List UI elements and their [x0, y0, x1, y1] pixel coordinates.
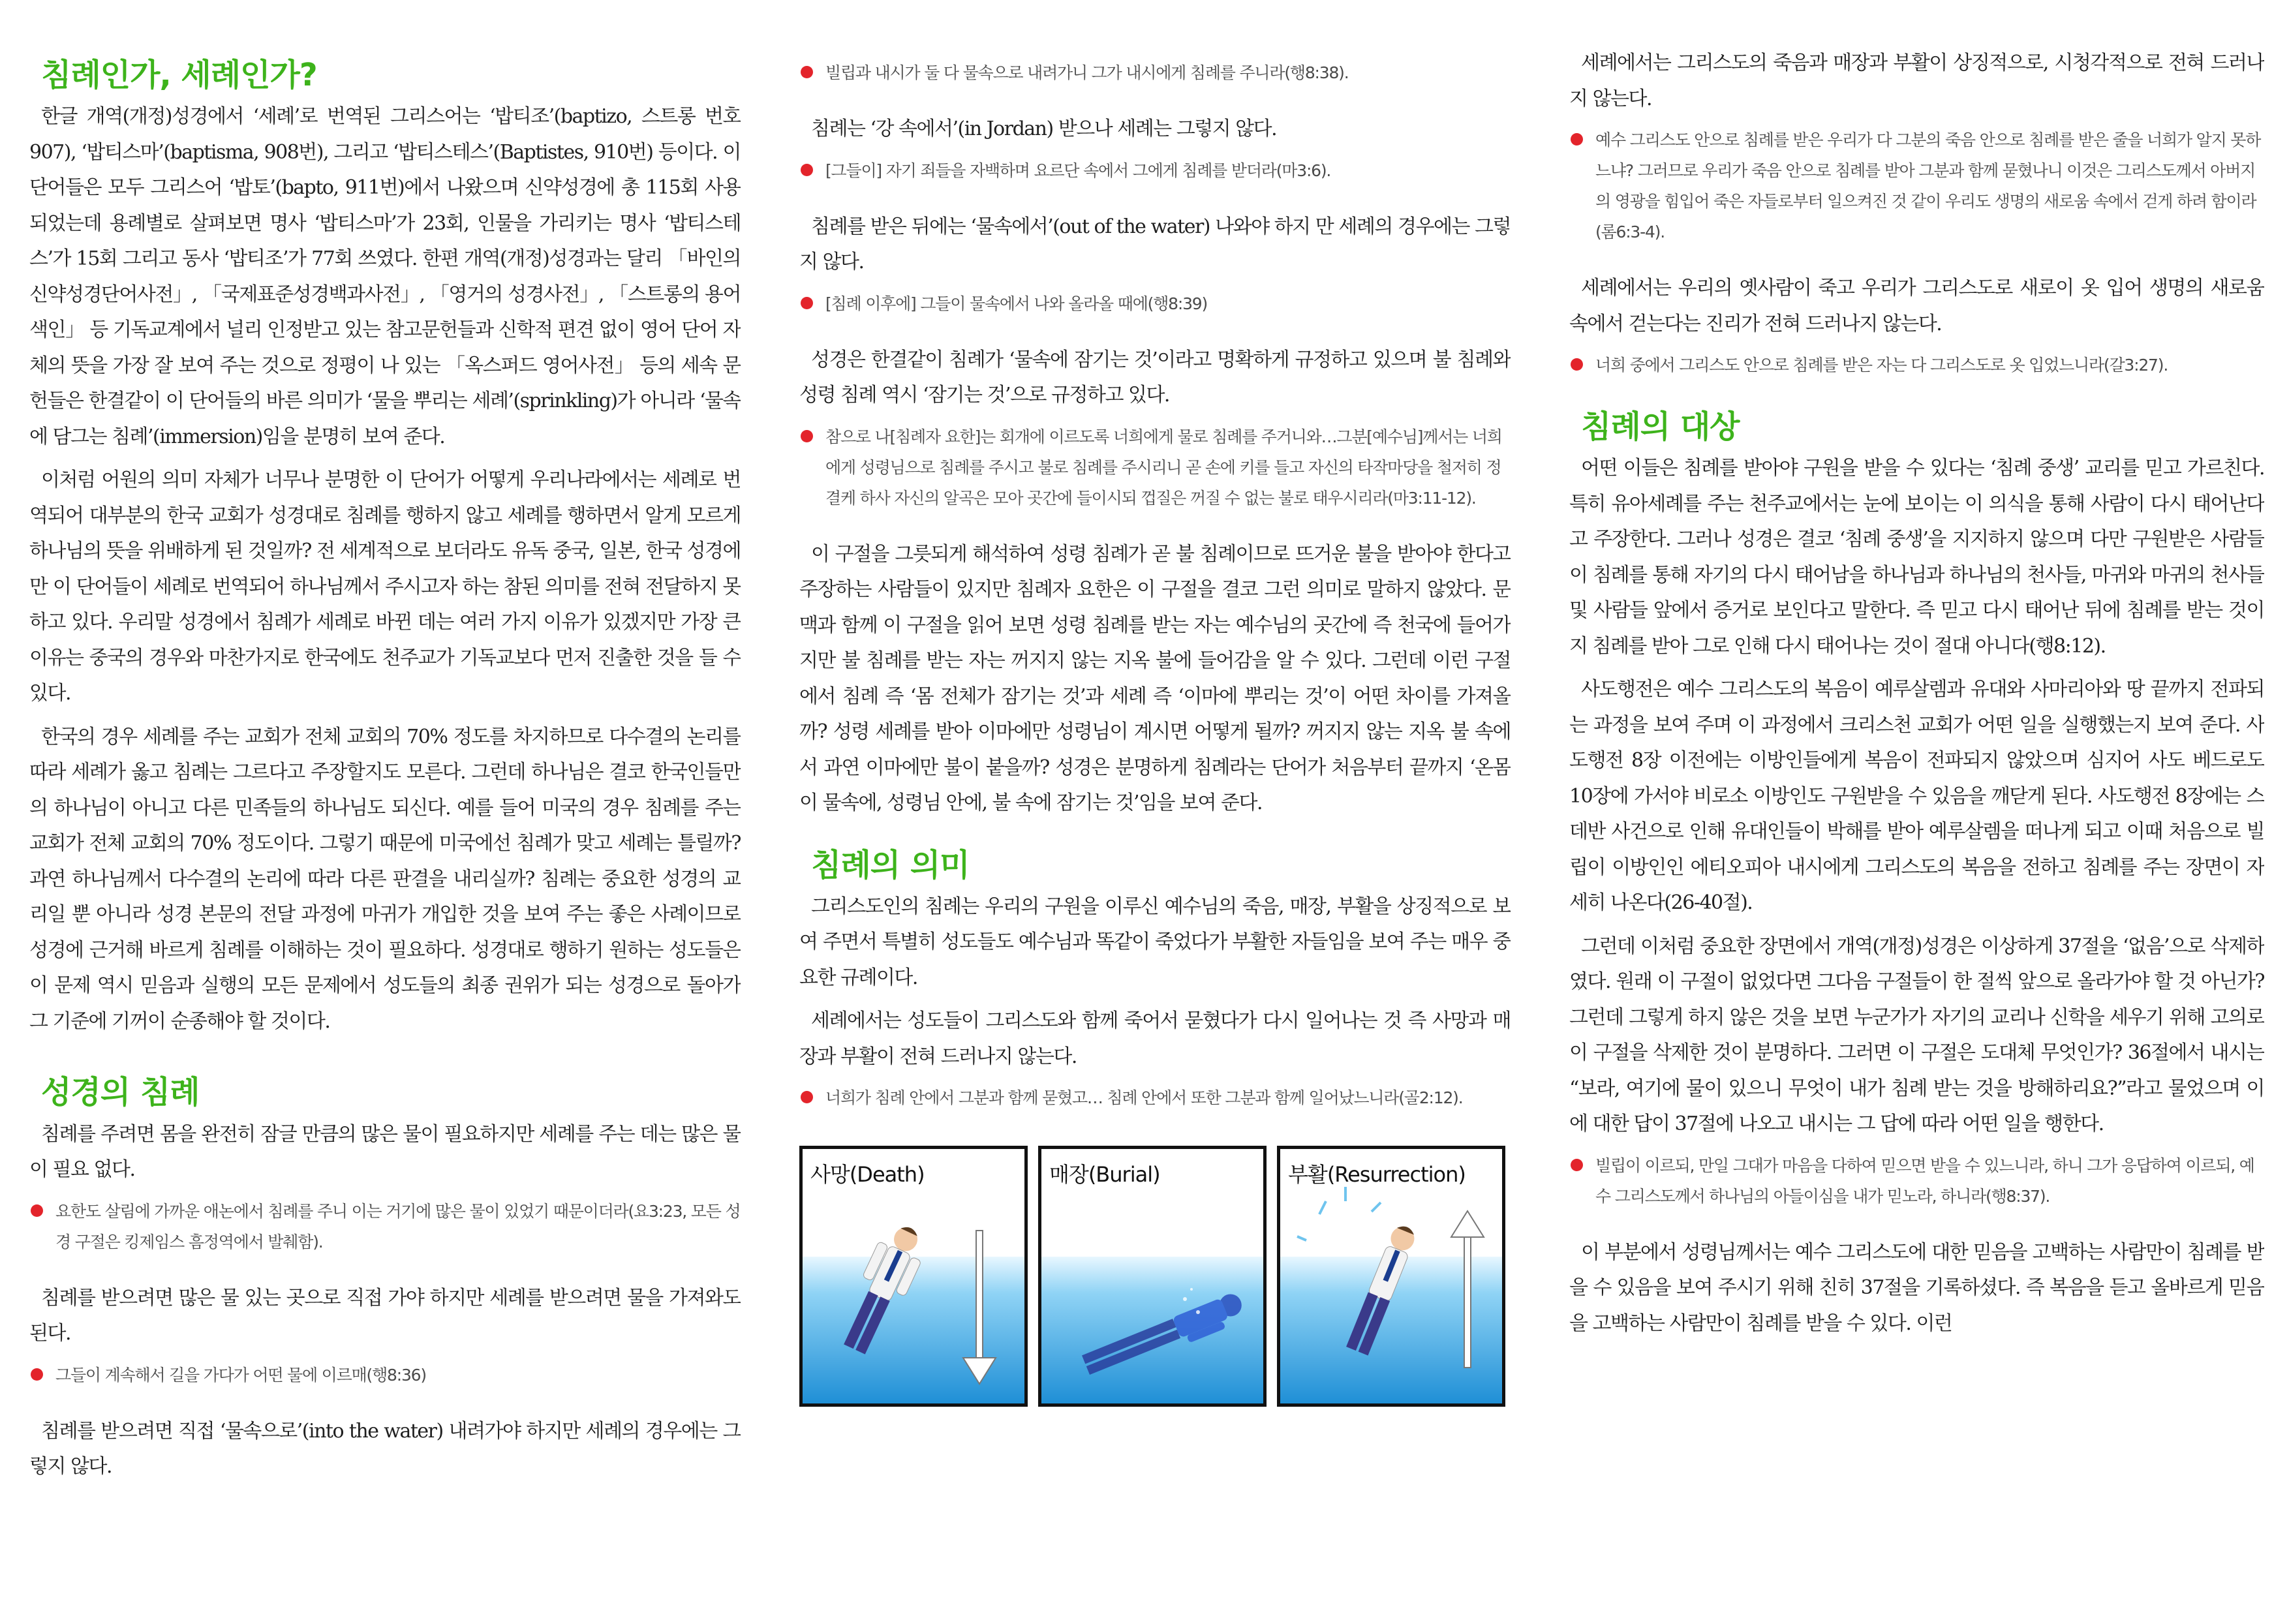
paragraph: 성경은 한결같이 침례가 ‘물속에 잠기는 것’이라고 명확하게 규정하고 있으며 불 침례와 성령 침례 역시 ‘잠기는 것’으로 규정하고 있다. — [799, 348, 1511, 406]
verse-text: 너희가 침례 안에서 그분과 함께 묻혔고… 침례 안에서 또한 그분과 함께 일어났느니라(골2:12). — [825, 1088, 1463, 1108]
verse-quote — [799, 421, 1511, 513]
bullet-dot-icon — [801, 164, 813, 176]
panel-burial — [1038, 1146, 1267, 1407]
paragraph: 그런데 이처럼 중요한 장면에서 개역(개정)성경은 이상하게 37절을 ‘없음’으로 삭제하였다. 원래 이 구절이 없었다면 그다음 구절들이 한 절씩 앞으로 올라가야 할 것 아닌가? 그런데 그렇게 하지 않은 것을 보면 누군가가 자기의 교리나 신학을 세우기 위해 고의로 이 구절을 삭제한 것이 분명하다. 그러면 이 구절은 도대체 무엇인가? 36절에서 내시는 “보라, 여기에 물이 있으니 무엇이 내가 침례 받는 것을 방해하리요?”라고 물었으며 이에 대한 답이 37절에 나오고 내시는 그 답에 따라 어떤 일을 행한다. — [1569, 934, 2264, 1136]
verse-text: 요한도 살림에 가까운 애논에서 침례를 주니 이는 거기에 많은 물이 있었기 때문이더라(요3:23, 모든 성경 구절은 킹제임스 흠정역에서 발췌함). — [55, 1201, 741, 1251]
verse-text: 빌립이 이르되, 만일 그대가 마음을 다하여 믿으면 받을 수 있느니라, 하니 그가 응답하여 이르되, 예수 그리스도께서 하나님의 아들이심을 내가 믿노라, 하니라(행8:37). — [1595, 1156, 2254, 1206]
bullet-dot-icon — [1571, 1159, 1583, 1171]
panel-label: 부활(Resurrection) — [1288, 1162, 1466, 1187]
verse-text: 그들이 계속해서 길을 가다가 어떤 물에 이르매(행8:36) — [55, 1365, 426, 1385]
paragraph: 이 부분에서 성령님께서는 예수 그리스도에 대한 믿음을 고백하는 사람만이 침례를 받을 수 있음을 보여 주시기 위해 친히 37절을 기록하셨다. 즉 복음을 듣고 올바르게 믿음을 고백하는 사람만이 침례를 받을 수 있다. 이런 — [1569, 1240, 2264, 1335]
bullet-dot-icon — [801, 1091, 813, 1103]
column-right — [1569, 46, 2264, 1599]
verse-text: 참으로 나[침례자 요한]는 회개에 이르도록 너희에게 물로 침례를 주거니와…그분[예수님]께서는 너희에게 성령님으로 침례를 주시고 불로 침례를 주시리니 곧 손에 키를 들고 자신의 타작마당을 철저히 정결케 하사 자신의 알곡은 모아 곳간에 들이시되 껍질은 꺼질 수 없는 불로 태우시리라(마3:11-12). — [825, 427, 1502, 508]
verse-quote — [799, 288, 1511, 319]
paragraph: 이 구절을 그릇되게 해석하여 성령 침례가 곧 불 침례이므로 뜨거운 불을 받아야 한다고 주장하는 사람들이 있지만 침례자 요한은 이 구절을 결코 그런 의미로 말하지 않았다. 문맥과 함께 이 구절을 읽어 보면 성령 침례를 받는 자는 예수님의 곳간에 즉 천국에 들어가지만 불 침례를 받는 자는 꺼지지 않는 지옥 불에 들어감을 알 수 있다. 그런데 이런 구절에서 침례 즉 ‘몸 전체가 잠기는 것’과 세례 즉 ‘이마에 뿌리는 것’이 어떤 차이를 가져올까? 성령 세례를 받아 이마에만 성령님이 계시면 어떻게 될까? 꺼지지 않는 지옥 불 속에서 과연 이마에만 불이 붙을까? 성경은 분명하게 침례라는 단어가 처음부터 끝까지 ‘온몸이 물속에, 성령님 안에, 불 속에 잠기는 것’임을 보여 준다. — [799, 542, 1511, 814]
verse-quote — [799, 155, 1511, 186]
panel-label: 사망(Death) — [810, 1162, 925, 1187]
verse-text: 빌립과 내시가 둘 다 물속으로 내려가니 그가 내시에게 침례를 주니라(행8:38). — [825, 63, 1349, 82]
paragraph: 침례를 받으려면 직접 ‘물속으로’(into the water) 내려가야 하지만 세례의 경우에는 그렇지 않다. — [29, 1419, 741, 1478]
paragraph: 그리스도인의 침례는 우리의 구원을 이루신 예수님의 죽음, 매장, 부활을 상징적으로 보여 주면서 특별히 성도들도 예수님과 똑같이 죽었다가 부활한 자들임을 보여 주는 매우 중요한 규례이다. — [799, 895, 1511, 989]
paragraph: 침례를 받으려면 많은 물 있는 곳으로 직접 가야 하지만 세례를 받으려면 물을 가져와도 된다. — [29, 1286, 741, 1345]
bullet-dot-icon — [801, 66, 813, 78]
paragraph: 이처럼 어원의 의미 자체가 너무나 분명한 이 단어가 어떻게 우리나라에서는 세례로 번역되어 대부분의 한국 교회가 성경대로 침례를 행하지 않고 세례를 행하면서 알게 모르게 하나님의 뜻을 위배하게 된 것일까? 전 세계적으로 보더라도 유독 중국, 일본, 한국 성경에만 이 단어들이 세례로 번역되어 하나님께서 주시고자 하는 참된 의미를 전혀 전달하지 못하고 있다. 우리말 성경에서 침례가 세례로 바뀐 데는 여러 가지 이유가 있겠지만 가장 큰 이유는 중국의 경우와 마찬가지로 한국에도 천주교가 기독교보다 먼저 진출한 것을 들 수 있다. — [29, 468, 741, 705]
heading-biblical-baptism: 성경의 침례 — [41, 1074, 200, 1111]
verse-quote — [29, 1360, 741, 1390]
paragraph: 한글 개역(개정)성경에서 ‘세례’로 번역된 그리스어는 ‘밥티조’(baptizo, 스트롱 번호 907), ‘밥티스마’(baptisma, 908번), 그리고 ‘밥티스테스’(Baptistes, 910번) 등이다. 이 단어들은 모두 그리스어 ‘밥토’(bapto, 911번)에서 나왔으며 신약성경에 총 115회 사용되었는데 용례별로 살펴보면 명사 ‘밥티스마’가 23회, 인물을 가리키는 명사 ‘밥티스테스’가 15회 그리고 동사 ‘밥티조’가 77회 쓰였다. 한편 개역(개정)성경과는 달리 「바인의 신약성경단어사전」, 「국제표준성경백과사전」, 「영거의 성경사전」, 「스트롱의 용어색인」 등 기독교계에서 널리 인정받고 있는 참고문헌들과 신학적 편견 없이 영어 단어 자체의 뜻을 가장 잘 보여 주는 것으로 정평이 나 있는 「옥스퍼드 영어사전」 등의 세속 문헌들은 한결같이 이 단어들의 바른 의미가 ‘물을 뿌리는 세례’(sprinkling)가 아니라 ‘물속에 담그는 침례’(immersion)임을 분명히 보여 준다. — [29, 105, 741, 448]
paragraph: 세례에서는 그리스도의 죽음과 매장과 부활이 상징적으로, 시청각적으로 전혀 드러나지 않는다. — [1569, 52, 2264, 110]
bullet-dot-icon — [1571, 358, 1583, 371]
bullet-dot-icon — [801, 297, 813, 309]
verse-text: [그들이] 자기 죄들을 자백하며 요르단 속에서 그에게 침례를 받더라(마3:6). — [825, 161, 1331, 180]
verse-quote — [1569, 125, 2264, 247]
paragraph: 어떤 이들은 침례를 받아야 구원을 받을 수 있다는 ‘침례 중생’ 교리를 믿고 가르친다. 특히 유아세례를 주는 천주교에서는 눈에 보이는 이 의식을 통해 사람이 다시 태어난다고 주장한다. 그러나 성경은 결코 ‘침례 중생’을 지지하지 않으며 다만 구원받은 사람들이 침례를 통해 자기의 다시 태어남을 하나님과 하나님의 천사들, 마귀와 마귀의 천사들 및 사람들 앞에서 증거로 보인다고 말한다. 즉 믿고 다시 태어난 뒤에 침례를 받는 것이지 침례를 받아 그로 인해 다시 태어나는 것이 절대 아니다(행8:12). — [1569, 457, 2264, 658]
verse-text: 너희 중에서 그리스도 안으로 침례를 받은 자는 다 그리스도로 옷 입었느니라(갈3:27). — [1595, 356, 2168, 375]
paragraph: 침례를 주려면 몸을 완전히 잠글 만큼의 많은 물이 필요하지만 세례를 주는 데는 많은 물이 필요 없다. — [29, 1122, 741, 1182]
bullet-dot-icon — [31, 1204, 43, 1217]
paragraph: 한국의 경우 세례를 주는 교회가 전체 교회의 70% 정도를 차지하므로 다수결의 논리를 따라 세례가 옳고 침례는 그르다고 주장할지도 모른다. 그런데 하나님은 결코 한국인들만의 하나님이 아니고 다른 민족들의 하나님도 되신다. 예를 들어 미국의 경우 침례를 주는 교회가 전체 교회의 70% 정도이다. 그렇기 때문에 미국에선 침례가 맞고 세례는 틀릴까? 과연 하나님께서 다수결의 논리에 따라 다른 판결을 내리실까? 침례는 중요한 성경의 교리일 뿐 아니라 성경 본문의 전달 과정에 마귀가 개입한 것을 보여 주는 좋은 사례이므로 성경에 근거해 바르게 침례를 이해하는 것이 필요하다. 성경대로 행하기 원하는 성도들은 이 문제 역시 믿음과 실행의 모든 문제에서 성도들의 최종 권위가 되는 성경으로 돌아가 그 기준에 기꺼이 순종해야 할 것이다. — [29, 725, 741, 1033]
heading-baptism-subjects: 침례의 대상 — [1581, 408, 1740, 445]
verse-text: [침례 이후에] 그들이 물속에서 나와 올라올 때에(행8:39) — [825, 294, 1208, 313]
paragraph: 세례에서는 우리의 옛사람이 죽고 우리가 그리스도로 새로이 옷 입어 생명의 새로움 속에서 걷는다는 진리가 전혀 드러나지 않는다. — [1569, 277, 2264, 335]
verse-quote — [1569, 350, 2264, 380]
paragraph: 침례를 받은 뒤에는 ‘물속에서’(out of the water) 나와야 하지 만 세례의 경우에는 그렇지 않다. — [799, 215, 1511, 273]
verse-quote — [29, 1196, 741, 1257]
column-middle — [799, 46, 1511, 1599]
paragraph: 침례는 ‘강 속에서’(in Jordan) 받으나 세례는 그렇지 않다. — [811, 117, 1277, 140]
paragraph: 세례에서는 성도들이 그리스도와 함께 죽어서 묻혔다가 다시 일어나는 것 즉 사망과 매장과 부활이 전혀 드러나지 않는다. — [799, 1009, 1511, 1068]
verse-quote — [799, 57, 1511, 88]
heading-meaning-of-baptism: 침례의 의미 — [811, 846, 970, 883]
verse-text: 예수 그리스도 안으로 침례를 받은 우리가 다 그분의 죽음 안으로 침례를 받은 줄을 너희가 알지 못하느냐? 그러므로 우리가 죽음 안으로 침례를 받아 그분과 함께 묻혔나니 이것은 그리스도께서 아버지의 영광을 힘입어 죽은 자들로부터 일으켜진 것 같이 우리도 생명의 새로움 속에서 걷게 하려 함이라(롬6:3-4). — [1595, 130, 2261, 241]
panel-death — [799, 1146, 1028, 1407]
column-left — [29, 46, 741, 1599]
bullet-dot-icon — [801, 430, 813, 442]
verse-quote — [799, 1082, 1511, 1113]
verse-quote — [1569, 1150, 2264, 1212]
panel-label: 매장(Burial) — [1049, 1162, 1160, 1187]
paragraph: 사도행전은 예수 그리스도의 복음이 예루살렘과 유대와 사마리아와 땅 끝까지 전파되는 과정을 보여 주며 이 과정에서 크리스천 교회가 어떤 일을 실행했는지 보여 준다. 사도행전 8장 이전에는 이방인들에게 복음이 전파되지 않았으며 심지어 사도 베드로도 10장에 가서야 비로소 이방인도 구원받을 수 있음을 깨닫게 된다. 사도행전 8장에는 스데반 사건으로 인해 유대인들이 박해를 받아 예루살렘을 떠나게 되고 이때 처음으로 빌립이 이방인인 에티오피아 내시에게 그리스도의 복음을 전하고 침례를 주는 장면이 자세히 나온다(26-40절). — [1569, 678, 2264, 915]
baptism-illustration — [799, 1146, 1511, 1407]
panel-resurrection — [1277, 1146, 1505, 1407]
heading-baptism-or-sprinkling: 침례인가, 세례인가? — [41, 57, 317, 93]
bullet-dot-icon — [1571, 133, 1583, 146]
bullet-dot-icon — [31, 1368, 43, 1381]
